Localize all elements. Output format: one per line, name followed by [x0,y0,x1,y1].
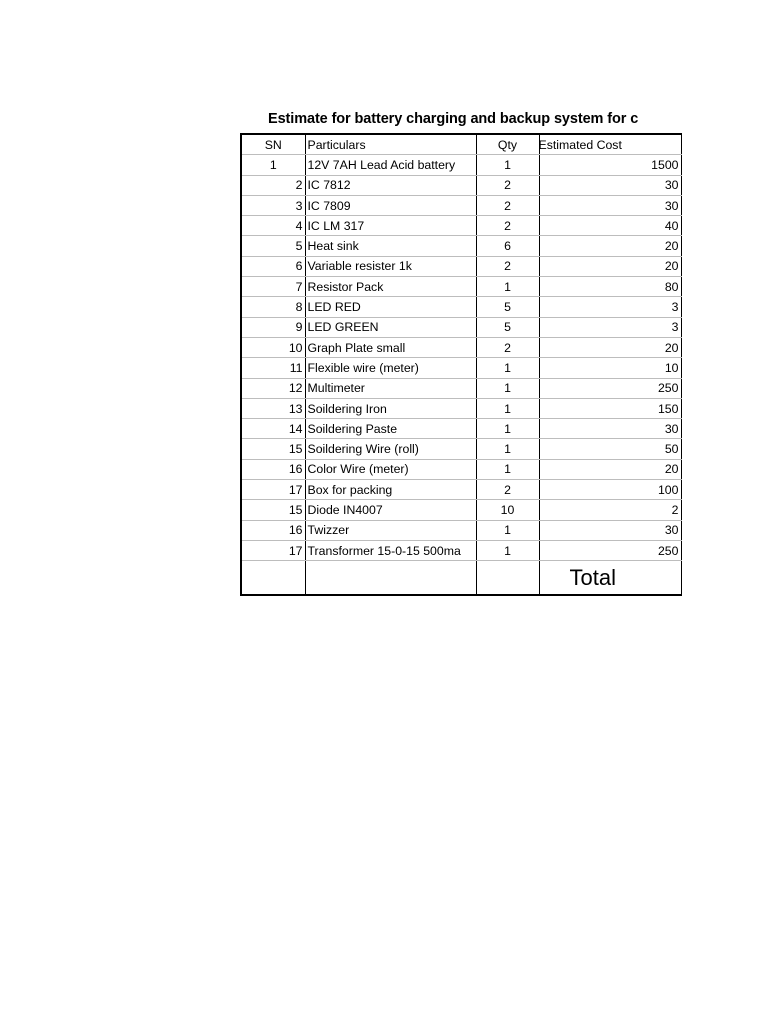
table-row [241,480,681,500]
particulars-cell: Heat sink [305,236,476,256]
sn-cell: 4 [241,216,305,236]
qty-cell: 2 [476,256,539,276]
cost-cell: 3 [539,297,681,317]
qty-cell: 2 [476,195,539,215]
table-row [241,520,681,540]
total-qty-cell [476,561,539,596]
table-header-row [241,134,681,155]
qty-cell: 5 [476,317,539,337]
column-header-cost: Estimated Cost [539,134,681,155]
sn-cell: 10 [241,337,305,357]
cost-cell: 80 [539,277,681,297]
qty-cell: 1 [476,459,539,479]
total-row [241,561,681,596]
sn-cell: 8 [241,297,305,317]
column-header-sn: SN [241,134,305,155]
qty-cell: 5 [476,297,539,317]
table-row [241,378,681,398]
cost-cell: 250 [539,378,681,398]
cost-cell: 2 [539,500,681,520]
qty-cell: 2 [476,216,539,236]
sn-cell: 6 [241,256,305,276]
table-row [241,317,681,337]
table-row [241,500,681,520]
qty-cell: 1 [476,520,539,540]
qty-cell: 2 [476,480,539,500]
particulars-cell: Soildering Wire (roll) [305,439,476,459]
sn-cell: 17 [241,540,305,560]
total-label: Total [539,561,681,596]
page-title: Estimate for battery charging and backup system for c [268,111,639,127]
qty-cell: 1 [476,398,539,418]
sn-cell: 1 [241,155,305,175]
column-header-qty: Qty [476,134,539,155]
particulars-cell: Soildering Iron [305,398,476,418]
qty-cell: 1 [476,277,539,297]
sn-cell: 3 [241,195,305,215]
table-row [241,398,681,418]
qty-cell: 1 [476,439,539,459]
cost-cell: 250 [539,540,681,560]
particulars-cell: Variable resister 1k [305,256,476,276]
table-body [241,155,681,595]
particulars-cell: Diode IN4007 [305,500,476,520]
particulars-cell: Box for packing [305,480,476,500]
qty-cell: 1 [476,358,539,378]
qty-cell: 1 [476,155,539,175]
particulars-cell: Graph Plate small [305,337,476,357]
cost-cell: 20 [539,256,681,276]
cost-cell: 30 [539,175,681,195]
cost-cell: 1500 [539,155,681,175]
sn-cell: 9 [241,317,305,337]
table-row [241,236,681,256]
sn-cell: 2 [241,175,305,195]
particulars-cell: Flexible wire (meter) [305,358,476,378]
sn-cell: 15 [241,439,305,459]
sn-cell: 15 [241,500,305,520]
sn-cell: 12 [241,378,305,398]
cost-cell: 30 [539,419,681,439]
sn-cell: 17 [241,480,305,500]
cost-cell: 20 [539,337,681,357]
table-row [241,277,681,297]
particulars-cell: Soildering Paste [305,419,476,439]
sn-cell: 16 [241,459,305,479]
sn-cell: 5 [241,236,305,256]
total-particulars-cell [305,561,476,596]
cost-cell: 30 [539,195,681,215]
qty-cell: 2 [476,175,539,195]
column-header-particulars: Particulars [305,134,476,155]
cost-cell: 150 [539,398,681,418]
qty-cell: 1 [476,419,539,439]
table-row [241,175,681,195]
qty-cell: 6 [476,236,539,256]
total-sn-cell [241,561,305,596]
cost-cell: 3 [539,317,681,337]
sn-cell: 16 [241,520,305,540]
qty-cell: 2 [476,337,539,357]
particulars-cell: IC 7812 [305,175,476,195]
cost-cell: 40 [539,216,681,236]
particulars-cell: LED GREEN [305,317,476,337]
qty-cell: 10 [476,500,539,520]
table-row [241,256,681,276]
particulars-cell: IC LM 317 [305,216,476,236]
particulars-cell: Multimeter [305,378,476,398]
particulars-cell: 12V 7AH Lead Acid battery [305,155,476,175]
table-row [241,419,681,439]
qty-cell: 1 [476,540,539,560]
qty-cell: 1 [476,378,539,398]
particulars-cell: Twizzer [305,520,476,540]
table-row [241,540,681,560]
table-row [241,459,681,479]
table-row [241,216,681,236]
particulars-cell: IC 7809 [305,195,476,215]
table-row [241,439,681,459]
particulars-cell: LED RED [305,297,476,317]
cost-cell: 50 [539,439,681,459]
cost-cell: 10 [539,358,681,378]
table-row [241,297,681,317]
estimate-table [240,133,682,596]
table-row [241,195,681,215]
sn-cell: 14 [241,419,305,439]
sn-cell: 11 [241,358,305,378]
sn-cell: 13 [241,398,305,418]
table-row [241,155,681,175]
cost-cell: 100 [539,480,681,500]
particulars-cell: Resistor Pack [305,277,476,297]
cost-cell: 30 [539,520,681,540]
sn-cell: 7 [241,277,305,297]
cost-cell: 20 [539,236,681,256]
particulars-cell: Color Wire (meter) [305,459,476,479]
table-row [241,337,681,357]
particulars-cell: Transformer 15-0-15 500ma [305,540,476,560]
cost-cell: 20 [539,459,681,479]
table-row [241,358,681,378]
